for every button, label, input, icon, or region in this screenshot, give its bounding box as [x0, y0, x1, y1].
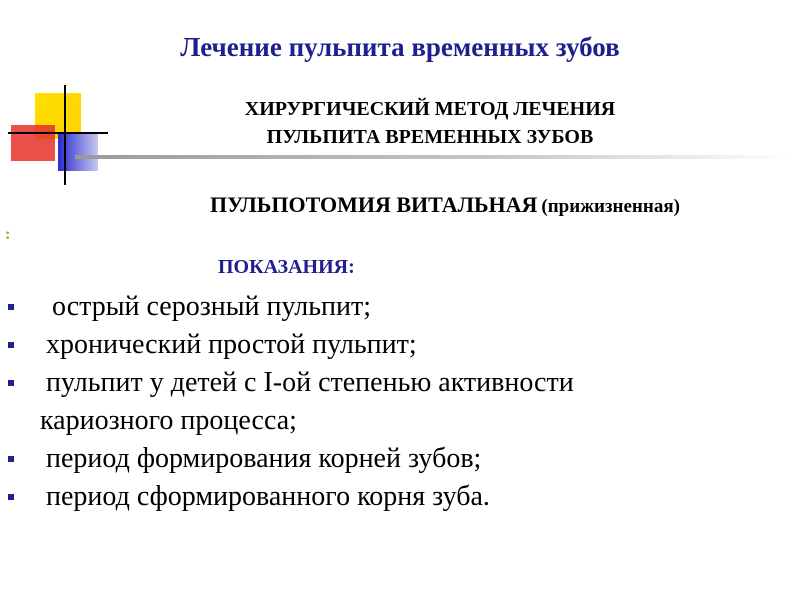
list-item-continuation: [0, 402, 800, 440]
list-item: [0, 326, 800, 364]
decorative-squares-logo: [8, 85, 108, 185]
method-name: ПУЛЬПОТОМИЯ ВИТАЛЬНАЯ: [210, 192, 538, 217]
list-item-text: кариозного процесса;: [40, 405, 297, 436]
method-heading: [0, 192, 800, 218]
list-item-text: острый серозный пульпит;: [52, 291, 372, 322]
bullet-icon: [8, 342, 14, 348]
list-item: [0, 364, 800, 402]
list-item-text: период сформированного корня зуба.: [46, 481, 490, 512]
indications-heading: ПОКАЗАНИЯ:: [218, 256, 355, 278]
list-item: [0, 440, 800, 478]
logo-red-square: [11, 125, 55, 161]
stray-colon-mark: :: [5, 226, 11, 243]
section-heading-line-1: ХИРУРГИЧЕСКИЙ МЕТОД ЛЕЧЕНИЯ: [244, 98, 616, 120]
bullet-icon: [8, 380, 14, 386]
bullet-icon: [8, 456, 14, 462]
section-heading-line-2: ПУЛЬПИТА ВРЕМЕННЫХ ЗУБОВ: [266, 126, 594, 148]
bullet-icon: [8, 494, 14, 500]
list-item-text: пульпит у детей с I-ой степенью активности: [46, 367, 574, 398]
indications-list: [0, 288, 800, 516]
method-qualifier: (прижизненная): [541, 196, 680, 217]
list-item: [0, 478, 800, 516]
list-item: [0, 288, 800, 326]
list-item-text: хронический простой пульпит;: [46, 329, 417, 360]
slide-title: Лечение пульпита временных зубов: [180, 32, 620, 62]
divider-line: [75, 155, 795, 159]
list-item-text: период формирования корней зубов;: [46, 443, 482, 474]
bullet-icon: [8, 304, 14, 310]
section-heading: [150, 95, 710, 151]
